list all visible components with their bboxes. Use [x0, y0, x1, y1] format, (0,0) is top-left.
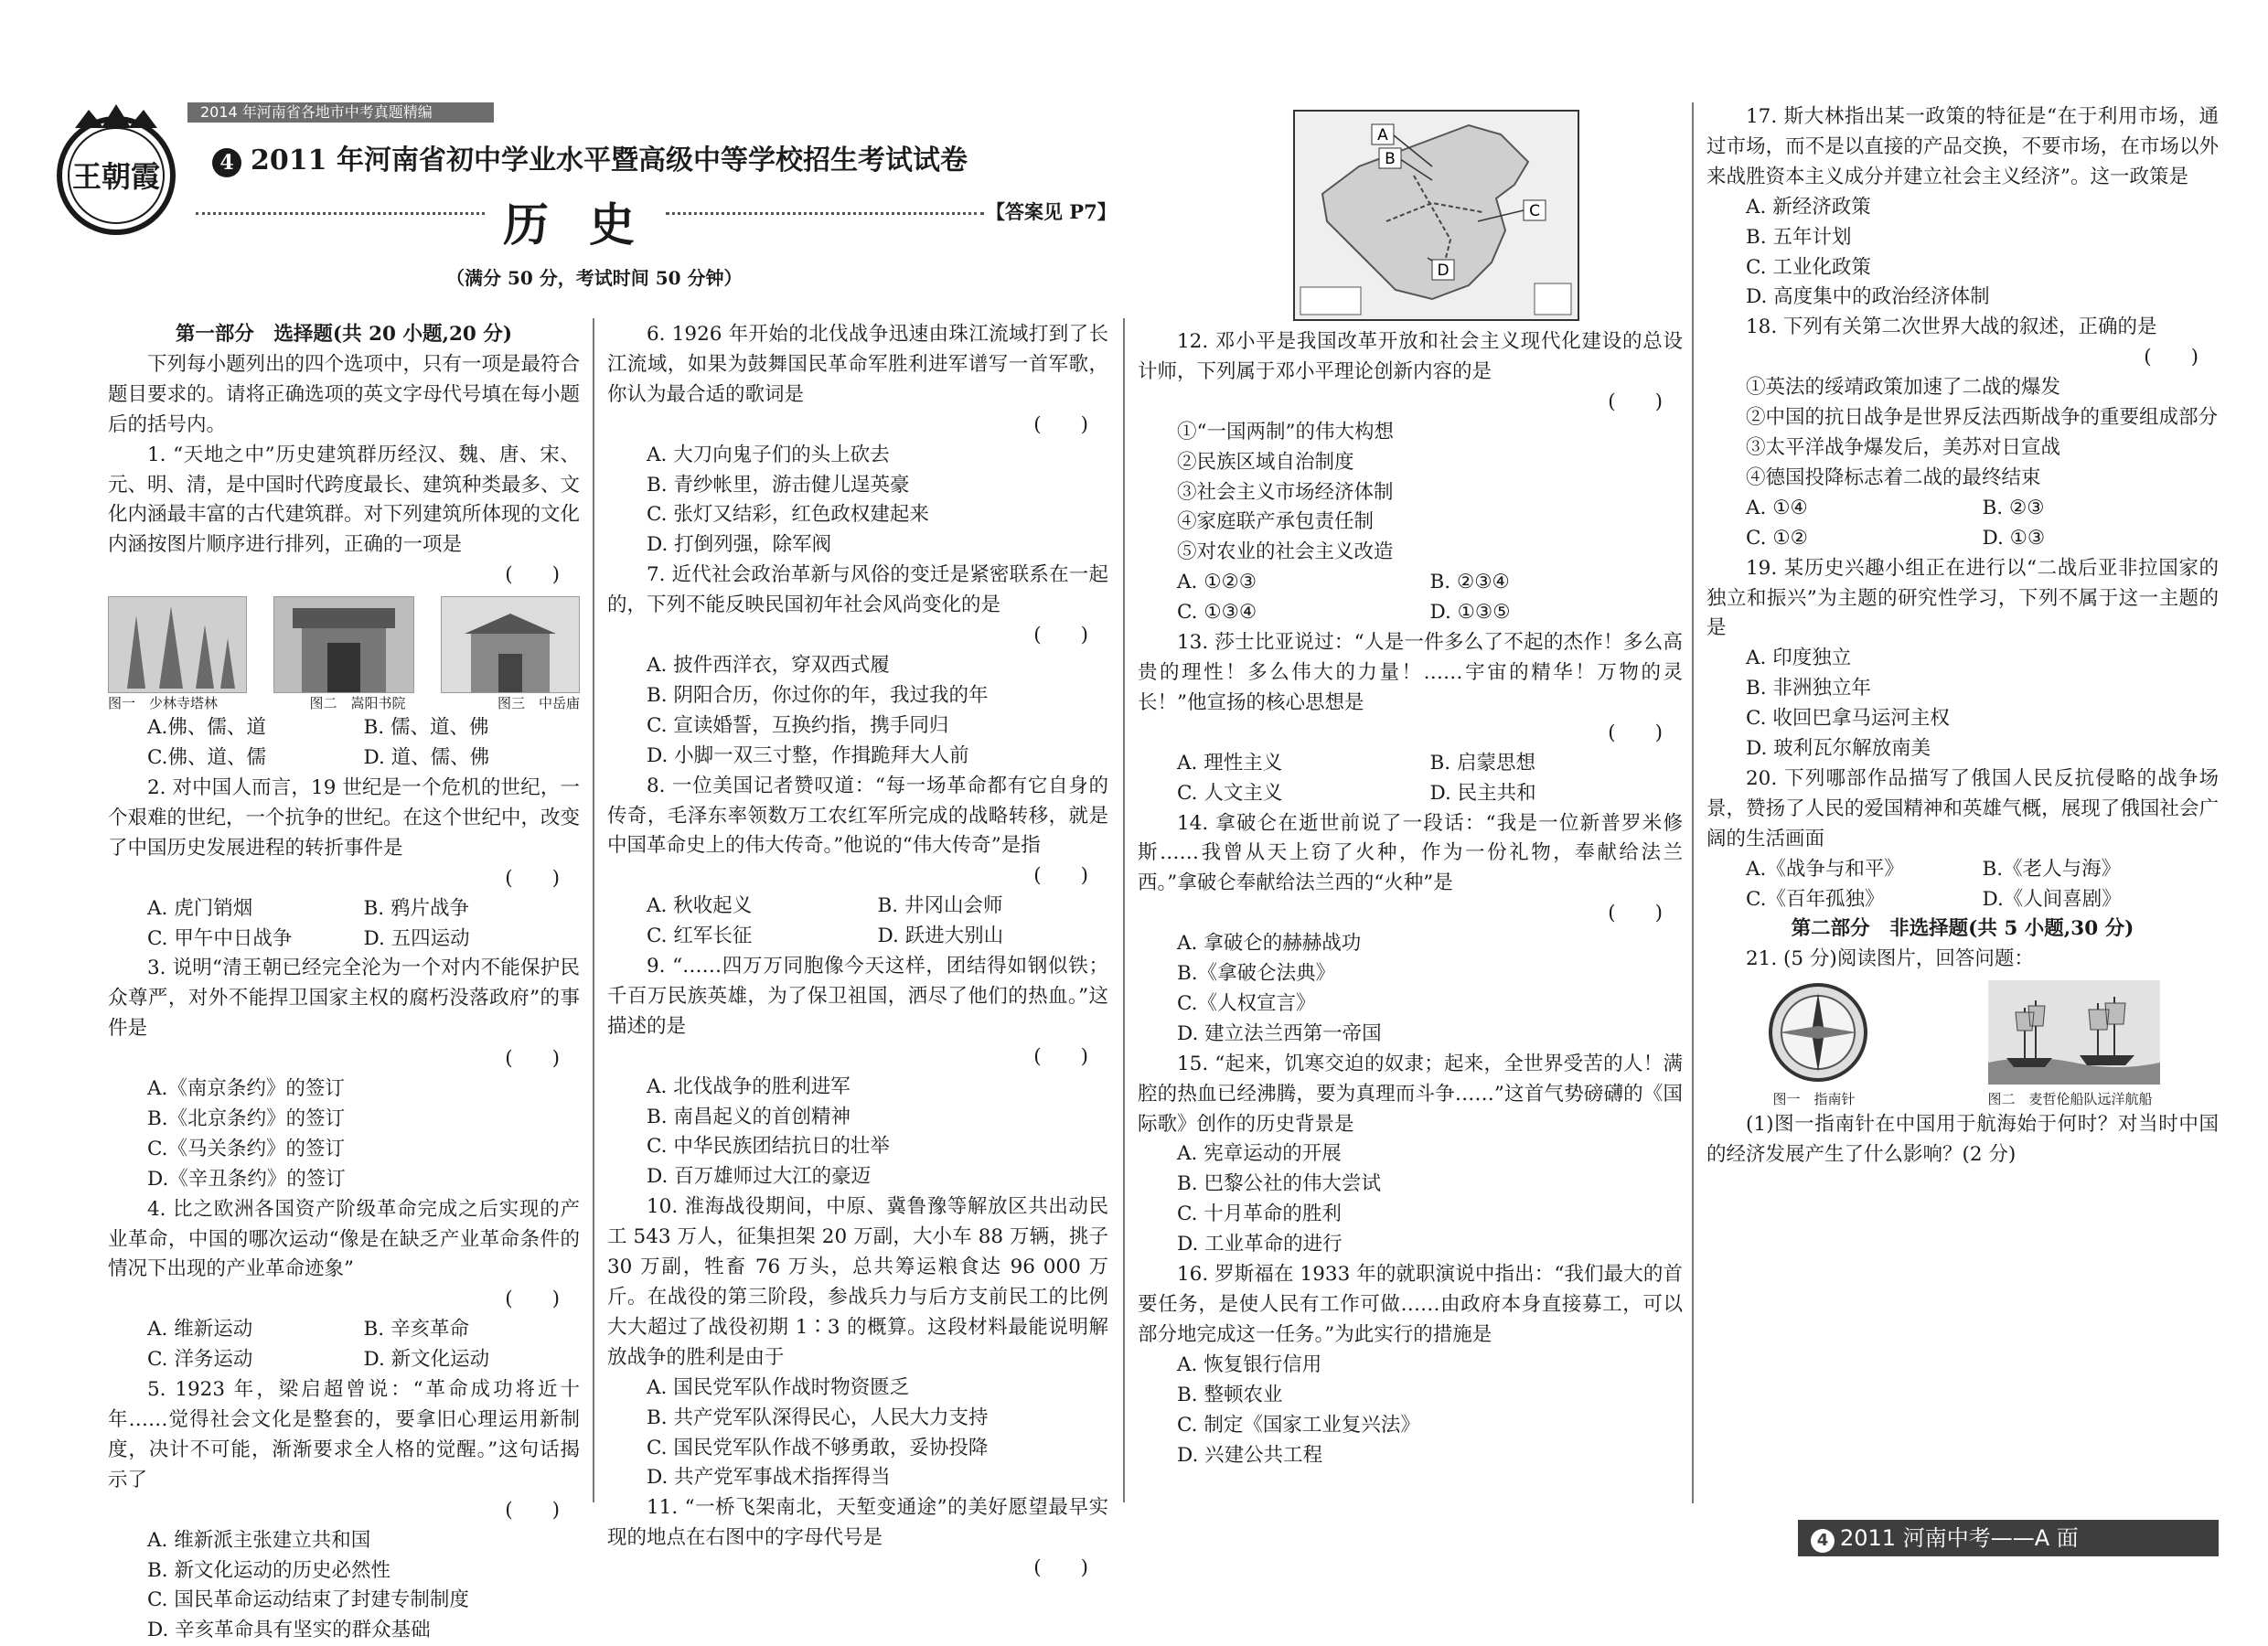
- statement: ④德国投降标志着二战的最终结束: [1746, 465, 2041, 489]
- footer-number: 4: [1811, 1529, 1835, 1553]
- option[interactable]: A. 披件西洋衣，穿双西式履: [647, 653, 890, 677]
- statement: ③太平洋战争爆发后，美苏对日宣战: [1746, 435, 2061, 459]
- column-3: [1138, 327, 1683, 1470]
- answer-blank: ( ): [1033, 1044, 1088, 1068]
- footer-label: 2011 河南中考——A 面: [1840, 1525, 2079, 1551]
- option[interactable]: B. 启蒙思想: [1429, 751, 1535, 775]
- options-row: [1706, 524, 2219, 554]
- options-row: [1138, 779, 1683, 809]
- series-banner: 2014 年河南省各地市中考真题精编: [187, 102, 494, 123]
- question-15: 15. “起来，饥寒交迫的奴隶；起来，全世界受苦的人！满腔的热血已经沸腾，要为真理而斗争……”这首气势磅礴的《国际歌》创作的历史背景是: [1138, 1052, 1683, 1136]
- option[interactable]: C. 十月革命的胜利: [1177, 1202, 1342, 1226]
- caption: 图二 麦哲伦船队远洋航船: [1987, 1091, 2153, 1108]
- option[interactable]: B. 儒、道、佛: [363, 716, 489, 740]
- column-divider: [1123, 318, 1125, 1502]
- songyang-academy-image: [273, 596, 414, 693]
- option[interactable]: C. ①②: [1746, 526, 1808, 550]
- option[interactable]: D. ①③: [1982, 526, 2046, 550]
- option[interactable]: B. 鸦片战争: [363, 896, 469, 920]
- statement: ①英法的绥靖政策加速了二战的爆发: [1746, 376, 2061, 400]
- exam-title: 4 2011 年河南省初中学业水平暨高级中等学校招生考试试卷: [212, 137, 968, 177]
- option[interactable]: A. 秋收起义: [647, 894, 753, 918]
- dotted-rule-right: [666, 212, 984, 215]
- option[interactable]: D. ①③⑤: [1429, 601, 1511, 625]
- answer-blank: ( ): [1033, 624, 1088, 647]
- column-2: [607, 320, 1108, 1584]
- option[interactable]: C.《马关条约》的签订: [147, 1137, 346, 1160]
- answer-reference: 【答案见 P7】: [986, 200, 1117, 223]
- option[interactable]: B. 共产党军队深得民心，人民大力支持: [647, 1406, 989, 1429]
- answer-blank: ( ): [1033, 864, 1088, 888]
- q21-captions: [1706, 1088, 2219, 1110]
- statement: ②民族区域自治制度: [1177, 450, 1354, 474]
- question-5: 5. 1923 年，梁启超曾说：“革命成功将近十年……觉得社会文化是整套的，要拿旧心理运用新制度，决计不可能，渐渐要求全人格的觉醒。”这句话揭示了: [108, 1378, 580, 1491]
- question-13: 13. 莎士比亚说过：“人是一件多么了不起的杰作！多么高贵的理性！多么伟大的力量！……宇宙的精华！万物的灵长！”他宣扬的核心思想是: [1138, 631, 1683, 714]
- option[interactable]: C. 人文主义: [1177, 781, 1283, 805]
- options-row: [1706, 494, 2219, 524]
- option[interactable]: B. 南昌起义的首创精神: [647, 1105, 850, 1128]
- option[interactable]: C. 工业化政策: [1746, 255, 1871, 279]
- option[interactable]: B. ②③④: [1429, 571, 1510, 594]
- options-row: [1138, 568, 1683, 598]
- question-3: 3. 说明“清王朝已经完全沦为一个对内不能保护民众尊严，对外不能捍卫国家主权的腐朽没落政府”的事件是: [108, 957, 580, 1041]
- option[interactable]: D. 辛亥革命具有坚实的群众基础: [147, 1619, 431, 1642]
- option[interactable]: D.《辛丑条约》的签订: [147, 1167, 346, 1191]
- shaolin-pagoda-image: [108, 596, 247, 693]
- question-20: 20. 下列哪部作品描写了俄国人民反抗侵略的战争场景，赞扬了人民的爱国精神和英雄气概，展现了俄国社会广阔的生活画面: [1706, 766, 2219, 850]
- option[interactable]: A. 国民党军队作战时物资匮乏: [647, 1375, 910, 1399]
- option[interactable]: C. 张灯又结彩，红色政权建起来: [647, 503, 929, 527]
- question-6: 6. 1926 年开始的北伐战争迅速由珠江流域打到了长江流域，如果为鼓舞国民革命军胜利进军谱写一首军歌，你认为最合适的歌词是: [607, 323, 1108, 406]
- statement: ①“一国两制”的伟大构想: [1177, 420, 1394, 444]
- option[interactable]: D. 民主共和: [1429, 781, 1536, 805]
- question-9: 9. “……四万万同胞像今天这样，团结得如钢似铁；千百万民族英雄，为了保卫祖国，洒尽了他们的热血。”这描述的是: [607, 955, 1108, 1038]
- option[interactable]: C. 制定《国家工业复兴法》: [1177, 1413, 1420, 1437]
- option[interactable]: A. 理性主义: [1177, 751, 1283, 775]
- option[interactable]: B.《拿破仑法典》: [1177, 962, 1336, 986]
- title-number: 4: [212, 148, 241, 177]
- column-divider: [1692, 102, 1694, 1503]
- publisher-logo: [38, 91, 194, 247]
- option[interactable]: D. 五四运动: [363, 926, 470, 950]
- statement: ③社会主义市场经济体制: [1177, 480, 1394, 504]
- option[interactable]: C. 国民革命运动结束了封建专制制度: [147, 1588, 469, 1612]
- option[interactable]: B.《老人与海》: [1982, 857, 2122, 881]
- answer-blank: ( ): [1608, 390, 1663, 413]
- options-row: [1706, 855, 2219, 885]
- option[interactable]: A. 维新运动: [147, 1318, 253, 1341]
- option[interactable]: D. 共产党军事战术指挥得当: [647, 1466, 891, 1490]
- map-label: A: [1377, 126, 1388, 144]
- option[interactable]: D. 新文化运动: [363, 1348, 490, 1372]
- option[interactable]: D. 工业革命的进行: [1177, 1233, 1343, 1256]
- question-10: 10. 淮海战役期间，中原、冀鲁豫等解放区共出动民工 543 万人，征集担架 20 万副，大小车 88 万辆，挑子 30 万副，牲畜 76 万头，总共筹运粮食达 96 000 万斤。在战役的第三阶段，参战兵力与后方支前民工的比例大大超过了战役初期 1∶3 的概算。这段材料最能说明解放战争的胜利是由于: [607, 1195, 1108, 1369]
- map-label: D: [1437, 262, 1450, 280]
- option[interactable]: A.《南京条约》的签订: [147, 1077, 345, 1101]
- options-row: [1706, 885, 2219, 915]
- option[interactable]: A.佛、儒、道: [147, 716, 266, 740]
- dotted-rule-left: [196, 212, 485, 215]
- question-19: 19. 某历史兴趣小组正在进行以“二战后亚非拉国家的独立和振兴”为主题的研究性学习，下列不属于这一主题的是: [1706, 556, 2219, 640]
- option[interactable]: A. 拿破仑的赫赫战功: [1177, 932, 1362, 956]
- compass-image: [1766, 980, 1870, 1085]
- option[interactable]: C. 收回巴拿马运河主权: [1746, 707, 1950, 731]
- answer-blank: ( ): [1033, 412, 1088, 436]
- option[interactable]: B. 巴黎公社的伟大尝试: [1177, 1172, 1381, 1196]
- option[interactable]: B. 阴阳合历，你过你的年，我过我的年: [647, 683, 989, 707]
- question-21: 21. (5 分)阅读图片，回答问题：: [1746, 947, 2034, 971]
- question-18: 18. 下列有关第二次世界大战的叙述，正确的是: [1746, 315, 2157, 339]
- options-row: [108, 894, 580, 925]
- options-row: [1138, 598, 1683, 628]
- question-7: 7. 近代社会政治革新与风俗的变迁是紧密联系在一起的，下列不能反映民国初年社会风尚变化的是: [607, 563, 1108, 617]
- zhongyue-temple-image: [441, 596, 580, 693]
- options-row: [108, 925, 580, 955]
- option[interactable]: B. ②③: [1982, 496, 2045, 519]
- options-row: [108, 1345, 580, 1375]
- china-map-image: [1293, 110, 1579, 321]
- statement: ⑤对农业的社会主义改造: [1177, 540, 1394, 564]
- option[interactable]: C.《百年孤独》: [1746, 887, 1885, 911]
- option[interactable]: B. 非洲独立年: [1746, 677, 1871, 700]
- answer-blank: ( ): [505, 1047, 560, 1071]
- section-heading-1: 第一部分 选择题(共 20 小题,20 分): [175, 323, 513, 346]
- option[interactable]: C.佛、道、儒: [147, 746, 267, 770]
- option[interactable]: B.《北京条约》的签订: [147, 1106, 346, 1130]
- answer-blank: ( ): [505, 1288, 560, 1311]
- q1-captions: [108, 693, 580, 713]
- option[interactable]: A.《战争与和平》: [1746, 857, 1904, 881]
- option[interactable]: A. 虎门销烟: [147, 896, 253, 920]
- column-1: [108, 320, 580, 1646]
- option[interactable]: A. 宪章运动的开展: [1177, 1142, 1342, 1166]
- map-label: B: [1385, 150, 1396, 168]
- option[interactable]: C. 红军长征: [647, 925, 753, 948]
- option[interactable]: A. ①④: [1746, 496, 1808, 519]
- option[interactable]: D. 打倒列强，除军阀: [647, 533, 832, 557]
- question-4: 4. 比之欧洲各国资产阶级革命完成之后实现的产业革命，中国的哪次运动“像是在缺乏产业革命条件的情况下出现的产业革命迹象”: [108, 1197, 580, 1281]
- option[interactable]: A. 恢复银行信用: [1177, 1352, 1322, 1376]
- svg-text:王朝霞: 王朝霞: [71, 159, 161, 194]
- question-21-part-1: (1)图一指南针在中国用于航海始于何时？对当时中国的经济发展产生了什么影响？(2 分): [1706, 1113, 2219, 1167]
- option[interactable]: B. 新文化运动的历史必然性: [147, 1558, 390, 1582]
- options-row: [108, 1315, 580, 1345]
- caption: 图二 嵩阳书院: [309, 695, 406, 712]
- answer-blank: ( ): [1608, 902, 1663, 925]
- option[interactable]: A. 北伐战争的胜利进军: [647, 1074, 850, 1098]
- question-2: 2. 对中国人而言，19 世纪是一个危机的世纪，一个艰难的世纪，一个抗争的世纪。在这个世纪中，改变了中国历史发展进程的转折事件是: [108, 775, 581, 860]
- magellan-ship-image: [1988, 980, 2160, 1085]
- q1-figures: [108, 596, 580, 691]
- option[interactable]: D. 建立法兰西第一帝国: [1177, 1021, 1382, 1045]
- option[interactable]: A. 维新派主张建立共和国: [147, 1528, 371, 1552]
- option[interactable]: D. 兴建公共工程: [1177, 1443, 1323, 1467]
- option[interactable]: D. 道、儒、佛: [363, 746, 490, 770]
- options-row: [607, 892, 1108, 922]
- options-row: [108, 713, 580, 743]
- option[interactable]: C.《人权宣言》: [1177, 991, 1316, 1015]
- option[interactable]: D. 小脚一双三寸整，作揖跪拜大人前: [647, 743, 969, 767]
- option[interactable]: C. ①③④: [1177, 601, 1257, 625]
- option[interactable]: C. 宣读婚誓，互换约指，携手同归: [647, 713, 949, 737]
- option[interactable]: B. 整顿农业: [1177, 1383, 1283, 1406]
- option[interactable]: B. 辛亥革命: [363, 1318, 469, 1341]
- option[interactable]: C. 中华民族团结抗日的壮举: [647, 1135, 890, 1159]
- option[interactable]: B. 青纱帐里，游击健儿逞英豪: [647, 473, 910, 497]
- caption: 图三 中岳庙: [497, 695, 580, 712]
- option[interactable]: A. 新经济政策: [1746, 195, 1871, 219]
- statement: ②中国的抗日战争是世界反法西斯战争的重要组成部分: [1746, 406, 2219, 430]
- answer-blank: ( ): [1608, 721, 1663, 744]
- subject-title: 历史: [503, 198, 675, 251]
- question-16: 16. 罗斯福在 1933 年的就职演说中指出：“我们最大的首要任务，是使人民有工作可做……由政府本身直接募工，可以部分地完成这一任务。”为此实行的措施是: [1138, 1263, 1683, 1346]
- column-4: [1706, 102, 2219, 1170]
- question-12: 12. 邓小平是我国改革开放和社会主义现代化建设的总设计师，下列属于邓小平理论创新内容的是: [1138, 330, 1683, 383]
- caption: 图一 少林寺塔林: [108, 695, 219, 712]
- option[interactable]: B. 井冈山会师: [877, 894, 1003, 918]
- page-footer: [1798, 1520, 2219, 1556]
- answer-blank: ( ): [2144, 346, 2198, 369]
- q21-figures: [1706, 980, 2219, 1088]
- option[interactable]: A. 印度独立: [1746, 647, 1852, 670]
- question-8: 8. 一位美国记者赞叹道：“每一场革命都有它自身的传奇，毛泽东率领数万工农红军所完成的战略转移，就是中国革命史上的伟大传奇。”他说的“伟大传奇”是指: [607, 774, 1108, 858]
- option[interactable]: B. 五年计划: [1746, 225, 1852, 249]
- instructions: 下列每小题列出的四个选项中，只有一项是最符合题目要求的。请将正确选项的英文字母代号填在每小题后的括号内。: [108, 352, 581, 436]
- question-1: 1. “天地之中”历史建筑群历经汉、魏、唐、宋、元、明、清，是中国时代跨度最长、建筑种类最多、文化内涵最丰富的古代建筑群。对下列建筑所体现的文化内涵按图片顺序进行排列，正确的一项是: [108, 443, 581, 557]
- option[interactable]: D. 跃进大别山: [877, 925, 1004, 948]
- answer-blank: ( ): [1033, 1556, 1088, 1580]
- question-17: 17. 斯大林指出某一政策的特征是“在于利用市场，通过市场，而不是以直接的产品交换，不要市场，在市场以外来战胜资本主义成分并建立社会主义经济”。这一政策是: [1706, 105, 2219, 188]
- question-11: 11. “一桥飞架南北，天堑变通途”的美好愿望最早实现的地点在右图中的字母代号是: [607, 1496, 1108, 1550]
- options-row: [1138, 749, 1683, 779]
- option[interactable]: A. 大刀向鬼子们的头上砍去: [647, 443, 890, 466]
- option[interactable]: C. 甲午中日战争: [147, 926, 293, 950]
- options-row: [607, 922, 1108, 952]
- option[interactable]: D. 百万雄师过大江的豪迈: [647, 1165, 872, 1189]
- score-note: （满分 50 分，考试时间 50 分钟）: [446, 267, 743, 289]
- caption: 图一 指南针: [1772, 1091, 1856, 1108]
- options-row: [108, 743, 580, 774]
- map-label: C: [1529, 202, 1540, 220]
- option[interactable]: C. 洋务运动: [147, 1348, 253, 1372]
- column-divider: [593, 318, 594, 1502]
- question-14: 14. 拿破仑在逝世前说了一段话：“我是一位新普罗米修斯……我曾从天上窃了火种，作为一份礼物，奉献给法兰西。”拿破仑奉献给法兰西的“火种”是: [1138, 811, 1683, 895]
- option[interactable]: D. 高度集中的政治经济体制: [1746, 285, 1990, 309]
- section-heading-2: 第二部分 非选择题(共 5 小题,30 分): [1791, 917, 2134, 941]
- option[interactable]: D. 玻利瓦尔解放南美: [1746, 737, 1931, 761]
- answer-blank: ( ): [505, 1498, 560, 1522]
- option[interactable]: C. 国民党军队作战不够勇敢，妥协投降: [647, 1436, 989, 1459]
- option[interactable]: A. ①②③: [1177, 571, 1257, 594]
- answer-blank: ( ): [505, 563, 560, 587]
- statement: ④家庭联产承包责任制: [1177, 510, 1375, 534]
- option[interactable]: D.《人间喜剧》: [1982, 887, 2122, 911]
- answer-blank: ( ): [505, 866, 560, 890]
